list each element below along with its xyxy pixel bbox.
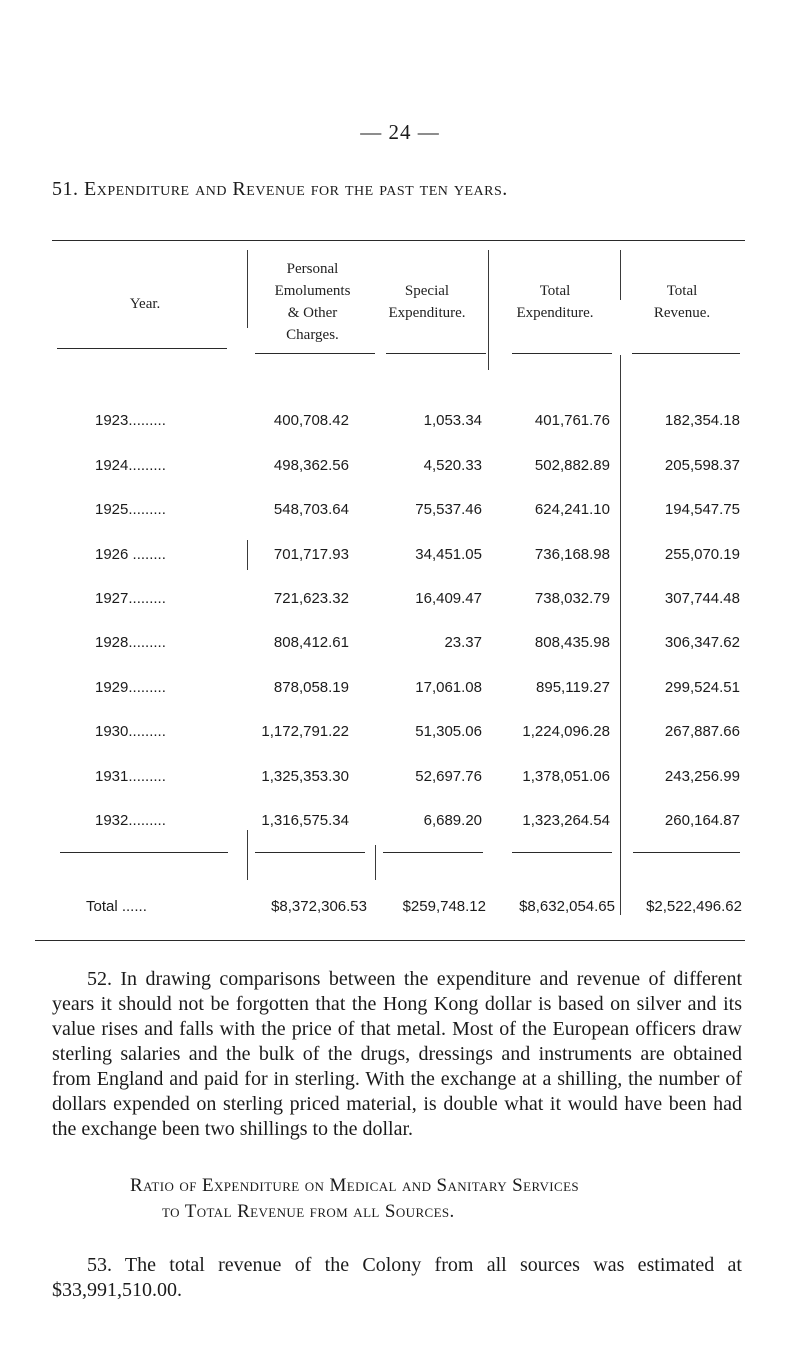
cell-year: 1929......... <box>95 679 166 696</box>
cell-total-special: $259,748.12 <box>402 898 486 915</box>
cell-personal: 548,703.64 <box>273 501 349 518</box>
col-divider-1 <box>247 250 248 328</box>
cell-personal: 498,362.56 <box>273 457 349 474</box>
cell-total-expenditure: 502,882.89 <box>534 457 610 474</box>
cell-special: 52,697.76 <box>415 768 482 785</box>
cell-total-personal: $8,372,306.53 <box>271 898 367 915</box>
table-bottom-rule <box>35 940 745 941</box>
cell-total-revenue: 255,070.19 <box>664 546 740 563</box>
header-total-revenue <box>622 280 742 324</box>
cell-total-expenditure: 1,378,051.06 <box>522 768 610 785</box>
cell-total-revenue: 307,744.48 <box>664 590 740 607</box>
col-divider-2c <box>375 845 376 880</box>
cell-personal: 1,325,353.30 <box>261 768 349 785</box>
col-divider-3b <box>620 355 621 915</box>
cell-total-expenditure: 1,224,096.28 <box>522 723 610 740</box>
cell-total-revenue-sum: $2,522,496.62 <box>646 898 742 915</box>
total-rule-year <box>60 852 228 853</box>
cell-year: 1930......... <box>95 723 166 740</box>
cell-total-revenue: 306,347.62 <box>664 634 740 651</box>
header-underline-revenue <box>632 353 740 354</box>
cell-year: 1932......... <box>95 812 166 829</box>
header-total-revenue-line: Revenue. <box>653 305 711 321</box>
cell-year: 1923......... <box>95 412 166 429</box>
header-special-line: Expenditure. <box>388 305 466 321</box>
cell-total-expenditure: 738,032.79 <box>534 590 610 607</box>
header-personal-line: & Other <box>287 305 338 321</box>
section-heading: 51. Expenditure and Revenue for the past ten years. <box>52 178 508 200</box>
cell-total-expenditure: 895,119.27 <box>536 679 610 696</box>
cell-total-expenditure: 401,761.76 <box>534 412 610 429</box>
cell-total-label: Total ...... <box>86 898 147 915</box>
paragraph-52-text: 52. In drawing comparisons between the expenditure and revenue of different years it should not be forgotten that the Hong Kong dollar is based on silver and its value rises and falls with the price of that metal. Most of the European officers draw sterling salaries and the bulk of the drugs, dressings and instruments are obtained from England and paid for in sterling. With the exchange at a shilling, the number of dollars expended on sterling priced material, is double what it would have been had the exchange been two shillings to the dollar. <box>52 968 742 1140</box>
total-rule-personal <box>255 852 365 853</box>
col-divider-3 <box>620 250 621 300</box>
ratio-heading-line-1: Ratio of Expenditure on Medical and Sanitary Services <box>130 1175 580 1196</box>
cell-special: 51,305.06 <box>415 723 482 740</box>
cell-total-revenue: 205,598.37 <box>664 457 740 474</box>
cell-special: 16,409.47 <box>415 590 482 607</box>
cell-year: 1924......... <box>95 457 166 474</box>
col-divider-1c <box>247 830 248 880</box>
cell-special: 17,061.08 <box>415 679 482 696</box>
cell-year: 1928......... <box>95 634 166 651</box>
cell-special: 75,537.46 <box>415 501 482 518</box>
header-special-line: Special <box>404 283 450 299</box>
cell-total-expenditure: 736,168.98 <box>534 546 610 563</box>
cell-personal: 808,412.61 <box>273 634 349 651</box>
cell-total-expenditure-sum: $8,632,054.65 <box>519 898 615 915</box>
cell-total-revenue: 194,547.75 <box>664 501 740 518</box>
header-personal <box>250 258 375 346</box>
paragraph-53-text: 53. The total revenue of the Colony from all sources was estimated at $33,991,510.00. <box>52 1254 742 1301</box>
cell-total-revenue: 182,354.18 <box>664 412 740 429</box>
col-divider-1b <box>247 540 248 570</box>
col-divider-2 <box>488 250 489 370</box>
cell-personal: 878,058.19 <box>273 679 349 696</box>
cell-year: 1925......... <box>95 501 166 518</box>
cell-total-expenditure: 808,435.98 <box>534 634 610 651</box>
cell-year: 1927......... <box>95 590 166 607</box>
header-special <box>366 280 488 324</box>
cell-personal: 721,623.32 <box>273 590 349 607</box>
cell-total-revenue: 243,256.99 <box>664 768 740 785</box>
paragraph-52 <box>52 967 742 1142</box>
header-personal-line: Charges. <box>286 327 339 343</box>
cell-year: 1931......... <box>95 768 166 785</box>
header-total-expenditure <box>490 280 620 324</box>
table-top-rule <box>52 240 745 241</box>
header-underline-year <box>57 348 227 349</box>
cell-total-revenue: 260,164.87 <box>664 812 740 829</box>
ratio-heading <box>52 1173 742 1225</box>
cell-total-expenditure: 1,323,264.54 <box>522 812 610 829</box>
header-underline-expenditure <box>512 353 612 354</box>
cell-special: 4,520.33 <box>423 457 482 474</box>
cell-personal: 1,316,575.34 <box>261 812 349 829</box>
cell-special: 6,689.20 <box>423 812 482 829</box>
page-number: — 24 — <box>360 120 440 144</box>
cell-total-revenue: 299,524.51 <box>664 679 740 696</box>
cell-personal: 1,172,791.22 <box>261 723 349 740</box>
cell-special: 23.37 <box>444 634 482 651</box>
cell-personal: 400,708.42 <box>273 412 349 429</box>
cell-total-revenue: 267,887.66 <box>664 723 740 740</box>
cell-personal: 701,717.93 <box>273 546 349 563</box>
cell-total-expenditure: 624,241.10 <box>534 501 610 518</box>
cell-year: 1926 ........ <box>95 546 166 563</box>
total-rule-revenue <box>633 852 740 853</box>
paragraph-53 <box>52 1253 742 1303</box>
header-personal-line: Emoluments <box>274 283 351 299</box>
header-underline-personal <box>255 353 375 354</box>
col-divider-4c <box>620 845 621 880</box>
header-year: Year. <box>129 296 161 312</box>
total-rule-special <box>383 852 483 853</box>
ratio-heading-line-2: to Total Revenue from all Sources. <box>162 1201 455 1222</box>
cell-special: 1,053.34 <box>423 412 482 429</box>
header-total-expenditure-line: Total <box>539 283 571 299</box>
header-total-expenditure-line: Expenditure. <box>516 305 594 321</box>
total-rule-expenditure <box>512 852 612 853</box>
header-personal-line: Personal <box>286 261 339 277</box>
header-underline-special <box>386 353 486 354</box>
cell-special: 34,451.05 <box>415 546 482 563</box>
header-total-revenue-line: Total <box>666 283 698 299</box>
